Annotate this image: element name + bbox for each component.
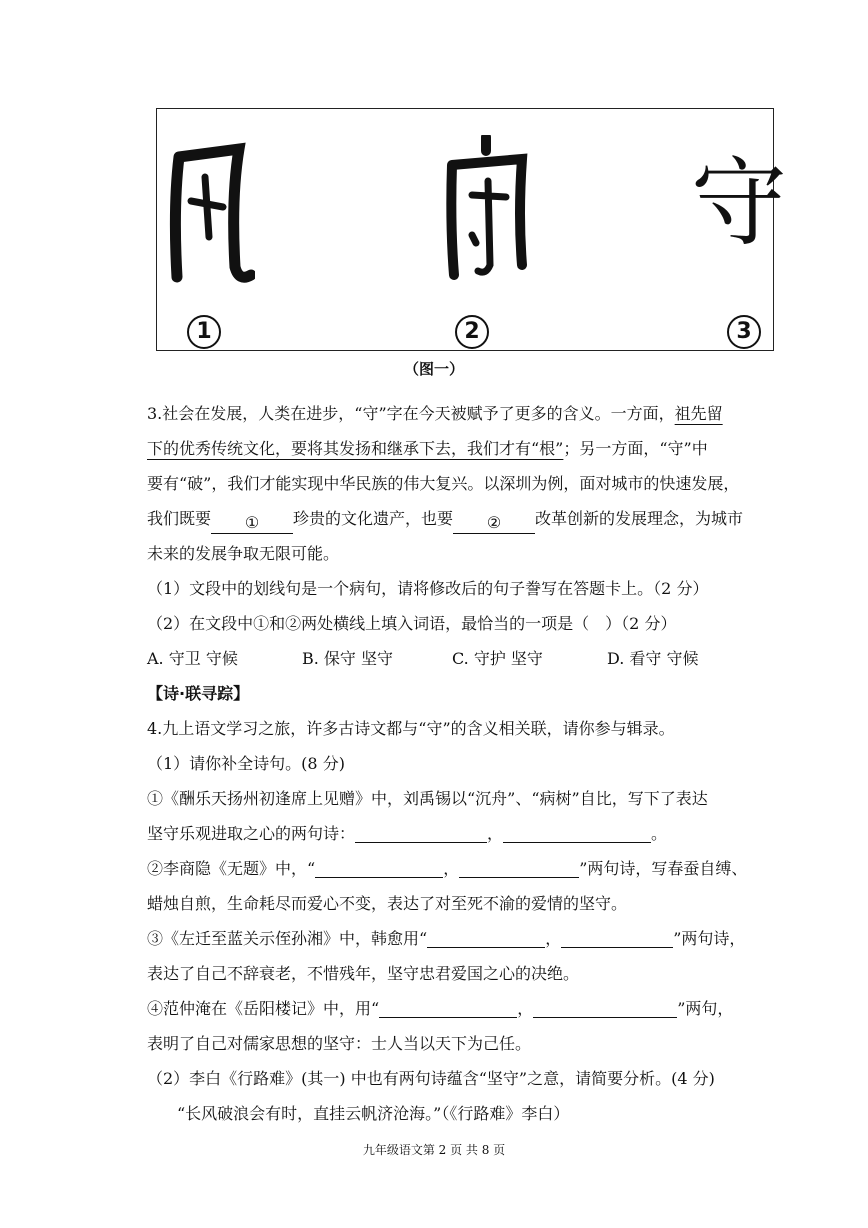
underlined-sentence: 下的优秀传统文化，要将其发扬和继承下去，我们才有“根” bbox=[147, 439, 564, 458]
q3-sub-question-2: （2）在文段中①和②两处横线上填入词语，最恰当的一项是（ ）（2 分） bbox=[147, 614, 677, 633]
underlined-sentence: 祖先留 bbox=[674, 404, 723, 423]
answer-blank[interactable] bbox=[561, 927, 673, 948]
q4-item-2-line-1: ②李商隐《无题》中，“ ， ”两句诗，写春蚕自缚、 bbox=[147, 859, 748, 878]
answer-blank[interactable] bbox=[503, 822, 651, 843]
q4-item-3-line-2: 表达了自己不辞衰老，不惜残年，坚守忠君爱国之心的决绝。 bbox=[147, 964, 580, 983]
figure-image bbox=[156, 108, 787, 351]
blank-1[interactable]: ① bbox=[211, 513, 293, 534]
q3-options bbox=[147, 641, 792, 676]
q4-item-4-line-1: ④范仲淹在《岳阳楼记》中，用“ ， ”两句， bbox=[147, 999, 734, 1018]
answer-blank[interactable] bbox=[459, 857, 579, 878]
answer-blank[interactable] bbox=[379, 997, 517, 1018]
q3-sub-question-1: （1）文段中的划线句是一个病句，请将修改后的句子誊写在答题卡上。（2 分） bbox=[147, 579, 709, 598]
answer-blank[interactable] bbox=[427, 927, 545, 948]
q3-line-1: 3.社会在发展，人类在进步，“守”字在今天被赋予了更多的含义。一方面，祖先留 bbox=[147, 404, 723, 423]
figure-caption: （图一） bbox=[403, 360, 464, 378]
q4-sub-question-2: （2）李白《行路难》(其一) 中也有两句诗蕴含“坚守”之意，请简要分析。(4 分) bbox=[147, 1069, 715, 1088]
section-title: 【诗·联寻踪】 bbox=[147, 684, 250, 703]
q4-item-2-line-2: 蜡烛自煎，生命耗尽而爱心不变，表达了对至死不渝的爱情的坚守。 bbox=[147, 894, 628, 913]
page-content bbox=[147, 396, 792, 1131]
page-footer: 九年级语文第 2 页 共 8 页 bbox=[362, 1143, 506, 1157]
q3-line-5: 未来的发展争取无限可能。 bbox=[147, 544, 340, 563]
q4-quote: “长风破浪会有时，直挂云帆济沧海。”（《行路难》李白） bbox=[177, 1104, 570, 1123]
option-b[interactable]: B. 保守 坚守 bbox=[302, 649, 394, 668]
glyph-3: 守 bbox=[691, 147, 787, 259]
answer-blank[interactable] bbox=[533, 997, 677, 1018]
q3-line-2: 下的优秀传统文化，要将其发扬和继承下去，我们才有“根”；另一方面，“守”中 bbox=[147, 439, 708, 458]
q4-item-1-line-1: ①《酬乐天扬州初逢席上见赠》中，刘禹锡以“沉舟”、“病树”自比，写下了表达 bbox=[147, 789, 708, 808]
q4-intro: 4.九上语文学习之旅，许多古诗文都与“守”的含义相关联，请你参与辑录。 bbox=[147, 719, 675, 738]
option-a[interactable]: A. 守卫 守候 bbox=[147, 649, 238, 668]
q4-item-1-line-2: 坚守乐观进取之心的两句诗： ， 。 bbox=[147, 824, 668, 843]
answer-blank[interactable] bbox=[315, 857, 443, 878]
option-c[interactable]: C. 守护 坚守 bbox=[452, 649, 543, 668]
q4-sub-question-1: （1）请你补全诗句。(8 分) bbox=[147, 754, 345, 773]
q4-item-3-line-1: ③《左迁至蓝关示侄孙湘》中，韩愈用“ ， ”两句诗， bbox=[147, 929, 746, 948]
q3-line-3: 要有“破”，我们才能实现中华民族的伟大复兴。以深圳为例，面对城市的快速发展， bbox=[147, 474, 740, 493]
ancient-glyph-2 bbox=[442, 135, 532, 285]
figure-number-3: 3 bbox=[727, 315, 761, 349]
q3-line-4: 我们既要 ① 珍贵的文化遗产，也要 ② 改革创新的发展理念，为城市 bbox=[147, 509, 744, 532]
option-d[interactable]: D. 看守 守候 bbox=[607, 649, 699, 668]
answer-blank[interactable] bbox=[355, 822, 487, 843]
blank-2[interactable]: ② bbox=[453, 513, 535, 534]
q4-item-4-line-2: 表明了自己对儒家思想的坚守：士人当以天下为己任。 bbox=[147, 1034, 532, 1053]
figure-number-1: 1 bbox=[187, 315, 221, 349]
ancient-glyph-1 bbox=[165, 137, 255, 287]
figure-number-2: 2 bbox=[455, 315, 489, 349]
